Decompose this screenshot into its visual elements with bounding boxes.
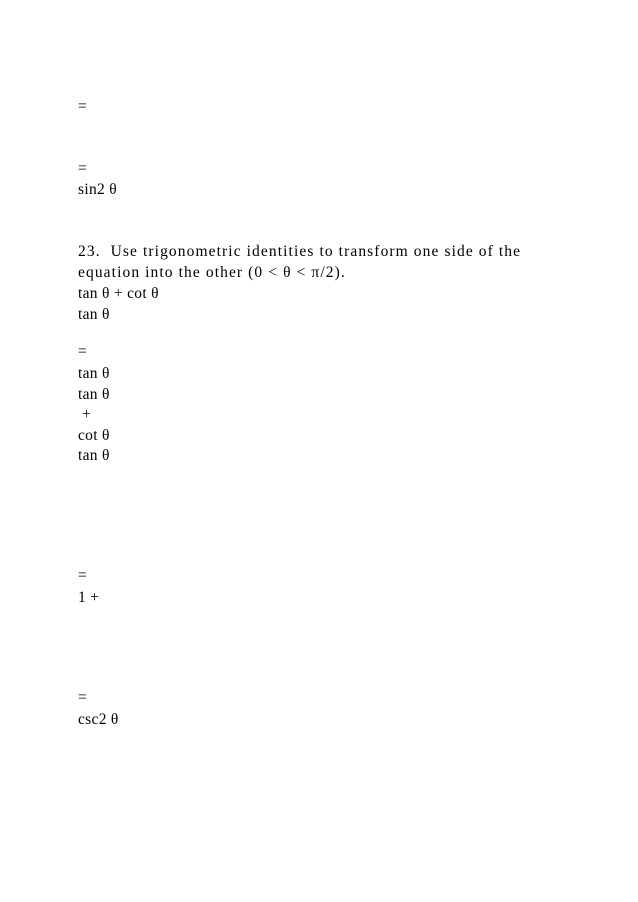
result-sin2-theta: sin2 θ	[78, 181, 117, 198]
term-2-numerator: cot θ	[78, 427, 110, 444]
equals-sign-2: =	[78, 160, 88, 177]
result-csc2-theta: csc2 θ	[78, 711, 119, 728]
plus-sign: +	[78, 406, 92, 423]
problem-23-statement-line-2: equation into the other (0 < θ < π/2).	[78, 264, 346, 281]
one-plus-expression: 1 +	[78, 589, 100, 606]
term-1-numerator: tan θ	[78, 365, 110, 382]
equals-sign-3: =	[78, 343, 88, 360]
equals-sign-1: =	[78, 98, 88, 115]
term-1-denominator: tan θ	[78, 386, 110, 403]
equals-sign-4: =	[78, 567, 88, 584]
term-2-denominator: tan θ	[78, 447, 110, 464]
problem-23-statement-line-1: 23. Use trigonometric identities to transform one side of the	[78, 243, 522, 260]
equals-sign-5: =	[78, 689, 88, 706]
fraction-denominator: tan θ	[78, 306, 110, 323]
fraction-numerator: tan θ + cot θ	[78, 285, 159, 302]
